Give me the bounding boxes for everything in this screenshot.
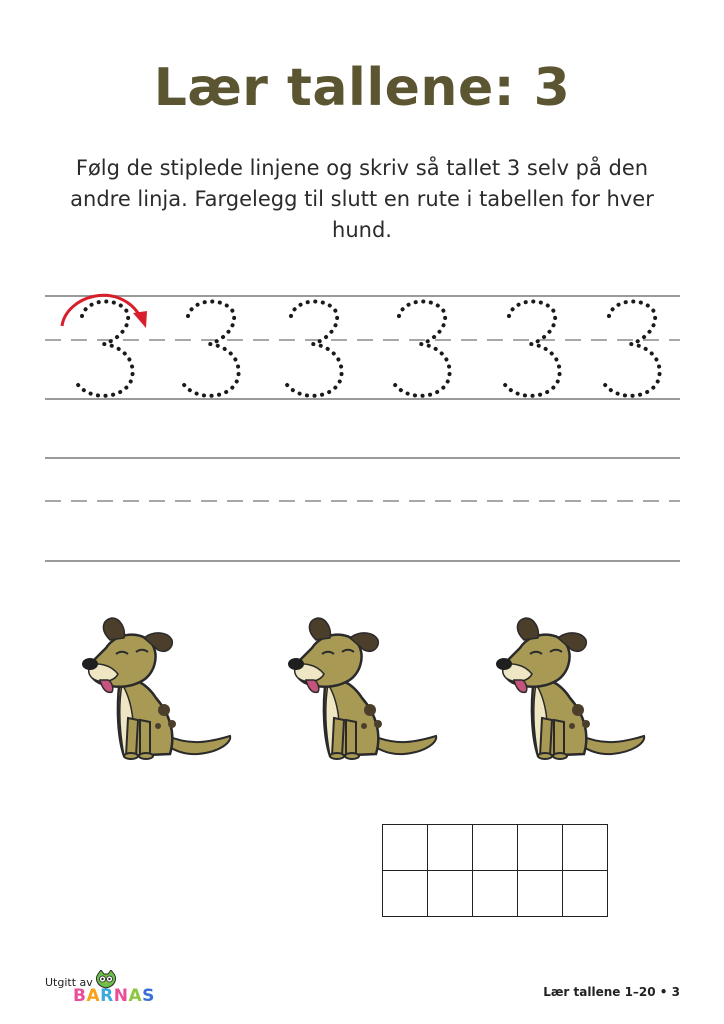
tally-cell[interactable] bbox=[473, 871, 518, 917]
tally-cell[interactable] bbox=[563, 871, 608, 917]
tally-cell[interactable] bbox=[383, 825, 428, 871]
tally-row bbox=[383, 871, 608, 917]
tally-table bbox=[382, 824, 608, 917]
tally-row bbox=[383, 825, 608, 871]
page-title: Lær tallene: 3 bbox=[153, 58, 571, 118]
publisher-logo-letter: A bbox=[86, 986, 101, 1006]
publisher-logo-letter: B bbox=[73, 986, 87, 1006]
publisher-logo-letter: N bbox=[113, 986, 129, 1006]
instructions-text: Følg de stiplede linjene og skriv så tallet 3 selv på den andre linja. Fargelegg til slutt en rute i tabellen for hver hund. bbox=[70, 156, 654, 242]
tally-cell[interactable] bbox=[428, 825, 473, 871]
publisher-by-label: Utgitt av bbox=[45, 976, 93, 989]
publisher-logo-letter: A bbox=[128, 986, 143, 1006]
dog-illustration bbox=[288, 618, 436, 759]
tally-cell[interactable] bbox=[518, 871, 563, 917]
footer-page-label: Lær tallene 1–20 • 3 bbox=[543, 985, 680, 999]
publisher-logo bbox=[45, 972, 175, 1012]
publisher-logo-text bbox=[73, 986, 155, 1006]
publisher-logo-letter: R bbox=[100, 986, 114, 1006]
dog-illustration bbox=[82, 618, 230, 759]
tally-cell[interactable] bbox=[428, 871, 473, 917]
tally-cell[interactable] bbox=[473, 825, 518, 871]
dog-illustration bbox=[496, 618, 644, 759]
tally-cell[interactable] bbox=[563, 825, 608, 871]
tally-cell[interactable] bbox=[518, 825, 563, 871]
publisher-logo-letter: S bbox=[142, 986, 155, 1006]
tally-cell[interactable] bbox=[383, 871, 428, 917]
